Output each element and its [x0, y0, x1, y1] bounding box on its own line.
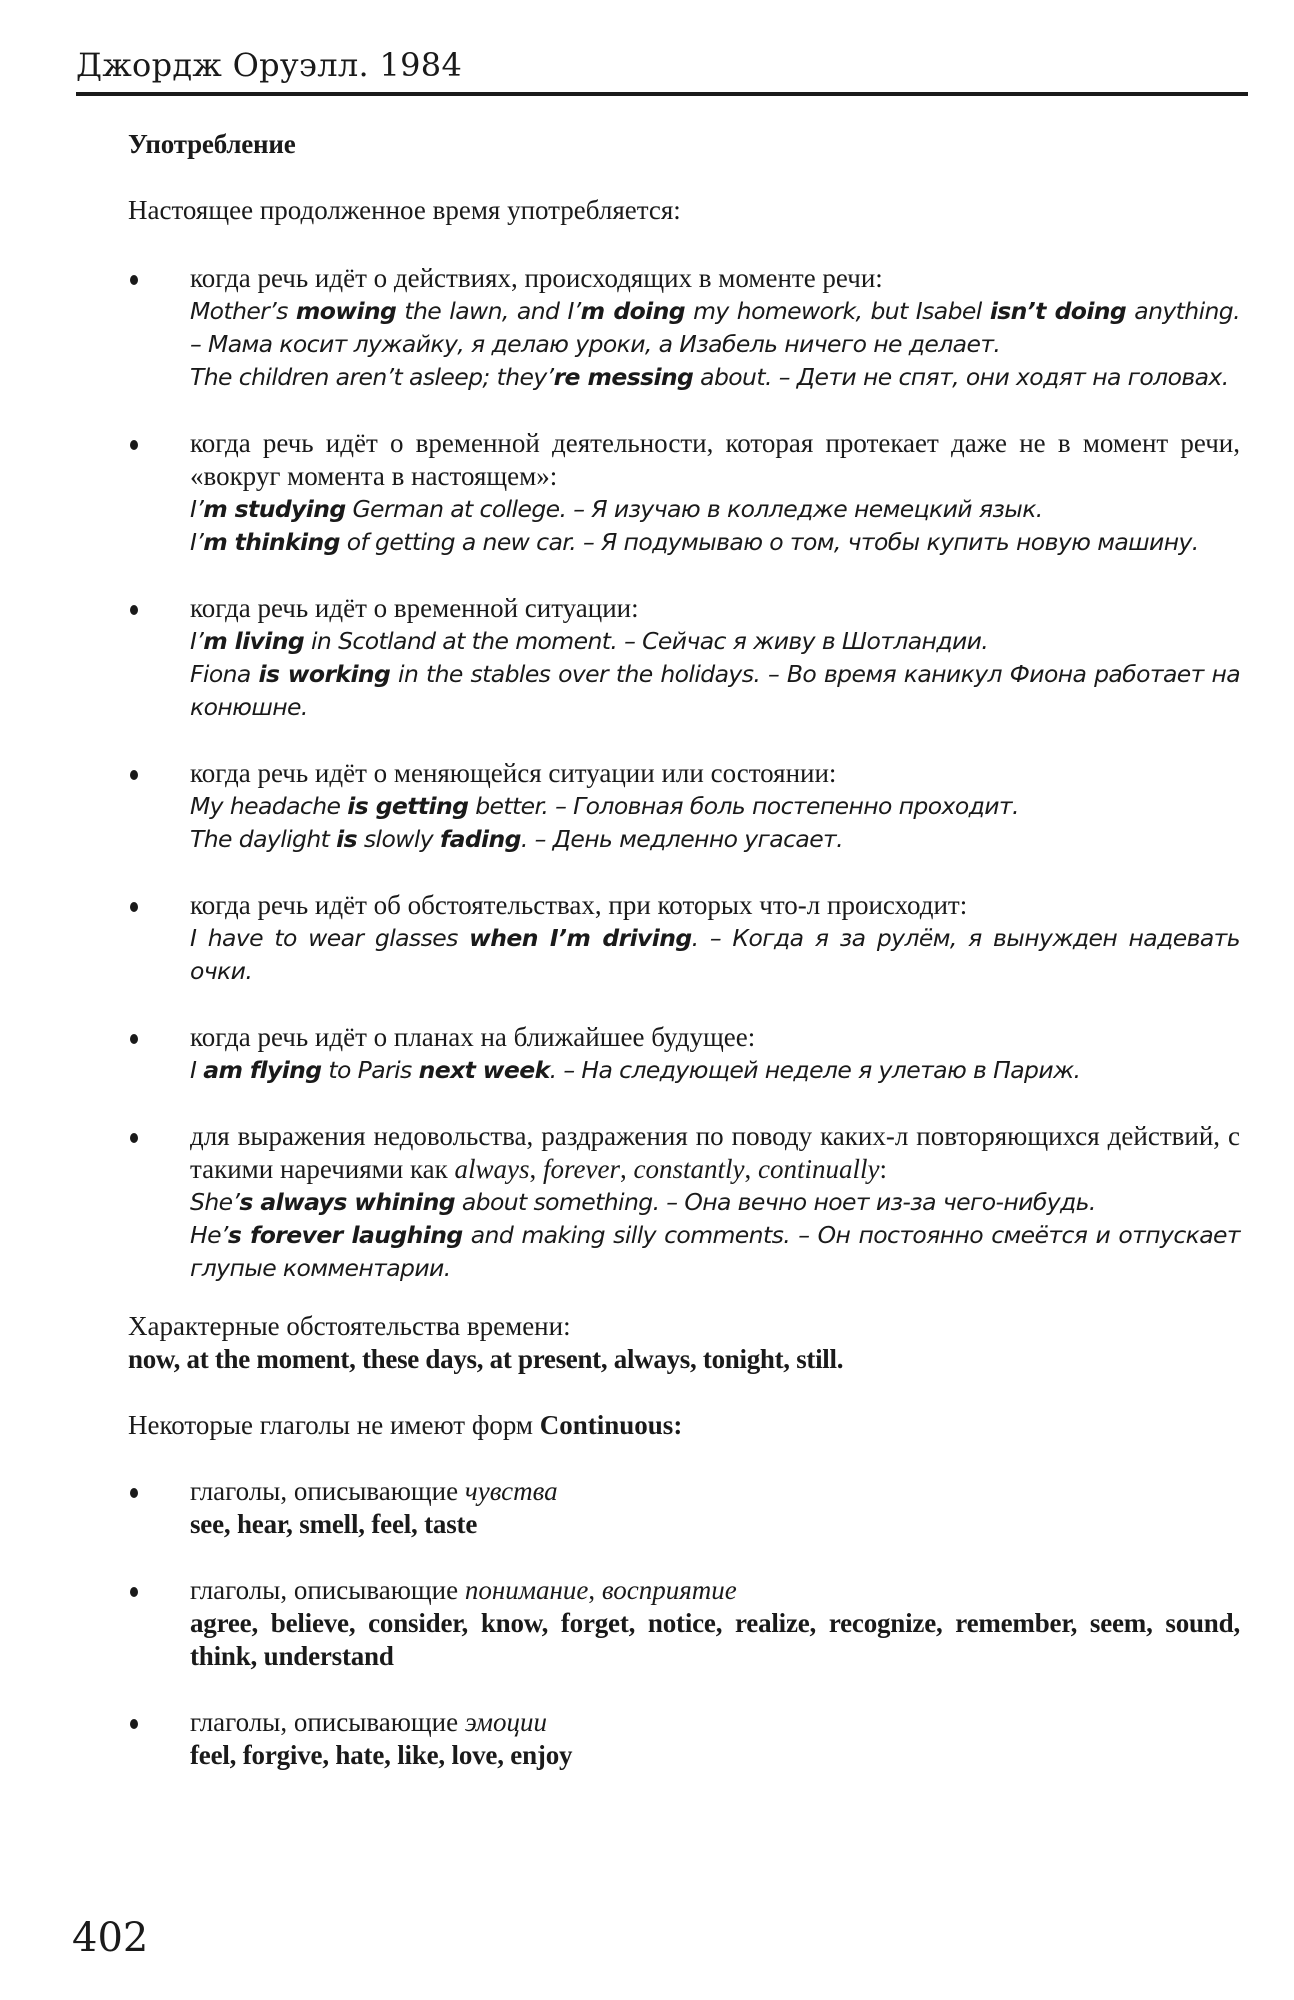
example-text: Fiona — [190, 660, 259, 688]
example-sentence — [190, 790, 1240, 823]
time-markers — [128, 1310, 1240, 1376]
example-text: She’ — [190, 1188, 240, 1216]
example-text: in the stables over the holidays. – Во время каникул Фиона работает на конюшне. — [190, 660, 1241, 721]
bullet-icon — [130, 770, 138, 780]
usage-item — [128, 757, 1240, 856]
bullet-icon — [130, 1587, 138, 1597]
usage-list — [128, 262, 1240, 1285]
bullet-icon — [130, 275, 138, 285]
example-text: in Scotland at the moment. – Сейчас я живу в Шотландии. — [304, 627, 989, 655]
example-verb-form: s always whining — [239, 1188, 455, 1216]
verb-group-prefix: глаголы, описывающие — [190, 1476, 465, 1506]
example-sentence — [190, 493, 1240, 526]
example-verb-form: fading — [439, 825, 521, 853]
usage-rule: когда речь идёт о действиях, происходящих в моменте речи: — [190, 263, 883, 293]
rule-text-part: для выражения недовольства, раздражения по поводу каких-л повторяющихся действий, с такими наречиями как — [190, 1121, 1240, 1184]
section-title: Употребление — [128, 129, 296, 159]
example-verb-form: next week — [418, 1056, 550, 1084]
usage-rule: когда речь идёт об обстоятельствах, при которых что-л происходит: — [190, 890, 968, 920]
example-verb-form: m thinking — [203, 528, 340, 556]
verb-group-heading — [190, 1574, 1240, 1607]
time-markers-words: now, at the moment, these days, at present, always, tonight, still. — [128, 1344, 844, 1374]
example-text: about something. – Она вечно ноет из-за чего-нибудь. — [455, 1188, 1096, 1216]
adverb: constantly — [633, 1154, 745, 1184]
verb-list: feel, forgive, hate, like, love, enjoy — [190, 1740, 573, 1770]
time-markers-label: Характерные обстоятельства времени: — [128, 1311, 571, 1341]
usage-rule: когда речь идёт о временной деятельности, которая протекает даже не в момент речи, «вокруг момента в настоящем»: — [190, 428, 1240, 491]
usage-item — [128, 427, 1240, 559]
bullet-icon — [130, 1719, 138, 1729]
adverb: forever — [543, 1154, 620, 1184]
page-number: 402 — [72, 1915, 149, 1961]
example-verb-form: mowing — [295, 297, 397, 325]
bullet-icon — [130, 1133, 138, 1143]
page-content — [128, 128, 1240, 1805]
example-text: German at college. – Я изучаю в колледже немецкий язык. — [345, 495, 1043, 523]
example-sentence — [190, 361, 1240, 394]
example-verb-form: m living — [203, 627, 305, 655]
bullet-icon — [130, 1488, 138, 1498]
example-sentence — [190, 625, 1240, 658]
example-text: He’ — [190, 1221, 228, 1249]
separator: , — [588, 1575, 602, 1605]
example-text: . – Когда я за рулём, я вынужден надевать очки. — [190, 924, 1241, 985]
example-verb-form: isn’t doing — [989, 297, 1127, 325]
example-sentence — [190, 1054, 1240, 1087]
adverb: always — [454, 1154, 530, 1184]
non-continuous-label-bold: Continuous: — [539, 1410, 683, 1440]
example-text: my homework, but Isabel — [684, 297, 990, 325]
verb-list: see, hear, smell, feel, taste — [190, 1509, 478, 1539]
example-sentence — [190, 526, 1240, 559]
example-text: I — [190, 1056, 204, 1084]
example-text: and making silly comments. – Он постоянно смеётся и отпускает глупые комментарии. — [190, 1221, 1240, 1282]
example-text: the lawn, and I’ — [396, 297, 581, 325]
example-text: of getting a new car. – Я подумываю о том, чтобы купить новую машину. — [339, 528, 1199, 556]
usage-rule: когда речь идёт о планах на ближайшее будущее: — [190, 1022, 756, 1052]
verb-group — [128, 1475, 1240, 1541]
example-text: about. – Дети не спят, они ходят на головах. — [693, 363, 1229, 391]
example-text: I’ — [190, 495, 204, 523]
verb-category: эмоции — [464, 1707, 547, 1737]
example-sentence — [190, 658, 1240, 724]
example-text: The daylight — [190, 825, 337, 853]
verb-group — [128, 1574, 1240, 1673]
verb-group — [128, 1706, 1240, 1772]
usage-rule — [190, 1120, 1240, 1186]
example-text: The children aren’t asleep; they’ — [190, 363, 554, 391]
example-verb-form: is — [336, 825, 357, 853]
example-text: I’ — [190, 627, 204, 655]
example-text: slowly — [357, 825, 440, 853]
intro-text: Настоящее продолженное время употребляется: — [128, 195, 681, 225]
usage-item — [128, 1021, 1240, 1087]
verb-group-heading — [190, 1706, 1240, 1739]
usage-item — [128, 262, 1240, 394]
usage-item — [128, 592, 1240, 724]
example-text: . – День медленно угасает. — [520, 825, 844, 853]
example-sentence — [190, 1186, 1240, 1219]
rule-text-part: , — [620, 1154, 634, 1184]
example-verb-form: is getting — [347, 792, 469, 820]
verb-group-prefix: глаголы, описывающие — [190, 1707, 465, 1737]
example-verb-form: m studying — [203, 495, 346, 523]
bullet-icon — [130, 1034, 138, 1044]
bullet-icon — [130, 440, 138, 450]
example-sentence — [190, 1219, 1240, 1285]
rule-text-part: , — [744, 1154, 758, 1184]
usage-rule: когда речь идёт о меняющейся ситуации или состоянии: — [190, 758, 837, 788]
example-verb-form: when I’m driving — [469, 924, 692, 952]
verb-group-prefix: глаголы, описывающие — [190, 1575, 465, 1605]
example-text: better. – Головная боль постепенно проходит. — [468, 792, 1019, 820]
running-head: Джордж Оруэлл. 1984 — [76, 46, 463, 84]
usage-item — [128, 1120, 1240, 1285]
bullet-icon — [130, 605, 138, 615]
example-sentence — [190, 922, 1240, 988]
verb-category: чувства — [464, 1476, 558, 1506]
example-text: My headache — [190, 792, 348, 820]
verb-group-heading — [190, 1475, 1240, 1508]
non-continuous-label-text: Некоторые глаголы не имеют форм — [128, 1410, 540, 1440]
example-text: I have to wear glasses — [190, 924, 470, 952]
verb-list: agree, believe, consider, know, forget, notice, realize, recognize, remember, seem, sound, think, understand — [190, 1608, 1240, 1671]
example-text: Mother’s — [190, 297, 296, 325]
example-verb-form: is working — [258, 660, 391, 688]
verb-category: восприятие — [601, 1575, 737, 1605]
example-text: . – На следующей неделе я улетаю в Париж. — [549, 1056, 1081, 1084]
usage-rule: когда речь идёт о временной ситуации: — [190, 593, 639, 623]
rule-text-part: : — [879, 1154, 887, 1184]
example-sentence — [190, 295, 1240, 361]
example-sentence — [190, 823, 1240, 856]
verb-category: понимание — [464, 1575, 589, 1605]
example-verb-form: m doing — [580, 297, 685, 325]
non-continuous-label — [128, 1409, 1240, 1442]
verb-group-list — [128, 1475, 1240, 1772]
header-rule — [76, 92, 1248, 96]
adverb: continually — [757, 1154, 880, 1184]
rule-text-part: , — [529, 1154, 544, 1184]
example-text: to Paris — [321, 1056, 419, 1084]
example-text: anything. – Мама косит лужайку, я делаю уроки, а Изабель ничего не делает. — [190, 297, 1240, 358]
example-verb-form: s forever laughing — [227, 1221, 463, 1249]
example-verb-form: am flying — [203, 1056, 322, 1084]
example-verb-form: re messing — [553, 363, 694, 391]
bullet-icon — [130, 902, 138, 912]
example-text: I’ — [190, 528, 204, 556]
usage-item — [128, 889, 1240, 988]
